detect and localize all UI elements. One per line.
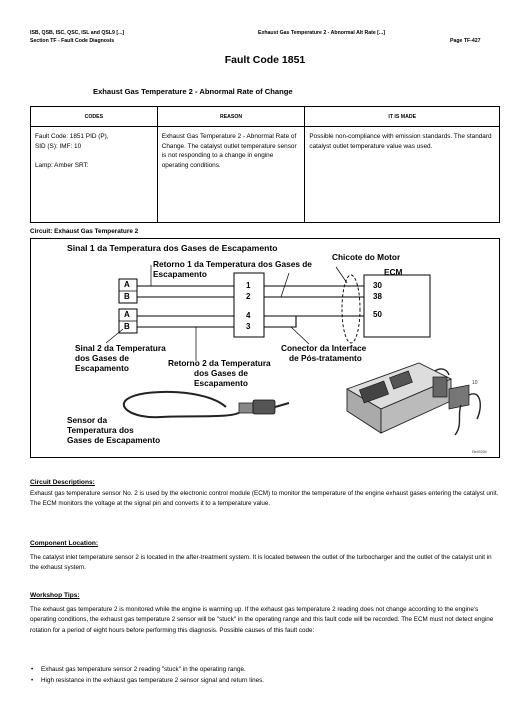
callout-number: 10 [472,380,478,386]
signal2-label-line3: Escapamento [75,363,129,373]
harness-shield-icon [342,275,360,343]
table-header-row [31,107,500,127]
ecm-label: ECM [384,267,403,277]
sensor-label-line1: Sensor da [67,415,108,425]
circuit-descriptions-text: Exhaust gas temperature sensor No. 2 is used by the electronic control module (ECM) to monitor the temperature of the engine exhaust gases entering the catalyst unit. The ECM monitors the voltage at the signal pin and converts it to a temperature value. [30,490,499,508]
return1-label-line1: Retorno 1 da Temperatura dos Gases de [153,259,312,269]
connector-pin-2: 2 [246,292,251,301]
signal1-label: Sinal 1 da Temperatura dos Gases de Escapamento [67,243,278,253]
column-header-codes: CODES [31,107,158,127]
header-topic: Exhaust Gas Temperature 2 - Abnormal Alt Rate [...] [258,30,385,36]
page-title: Fault Code 1851 [224,54,306,66]
interface-label-line1: Conector da Interface [281,343,367,353]
signal2-label-line1: Sinal 2 da Temperatura [75,343,166,353]
sensor-label-line2: Temperatura dos [67,425,134,435]
circuit-label: Circuit: Exhaust Gas Temperature 2 [30,228,139,235]
component-location-heading: Component Location: [30,540,99,547]
effect-cell: Possible non-compliance with emission standards. The standard catalyst outlet temperature value was used. [305,127,500,223]
interface-label-line2: de Pós-tratamento [289,353,362,363]
figure-id: f3e0020b [472,450,487,454]
codes-cell [31,127,158,223]
table-row [31,127,500,223]
return2-label-line2: dos Gases de [194,368,248,378]
sensor-label-line3: Gases de Escapamento [67,435,161,445]
aftertreatment-module-icon [347,363,480,435]
list-item: • High resistance in the exhaust gas temperature 2 sensor signal and return lines. [31,677,264,684]
page-subtitle: Exhaust Gas Temperature 2 - Abnormal Rate of Change [93,87,293,96]
return1-label-line2: Escapamento [153,269,207,279]
signal2-label-line2: dos Gases de [75,353,129,363]
sid-line: SID (S): IMF: 10 [35,142,82,150]
ecm-pin-50: 50 [373,310,382,319]
harness-label: Chicote do Motor [332,252,401,262]
lamp-line: Lamp: Amber SRT: [35,162,89,170]
workshop-tips-heading: Workshop Tips: [30,592,80,599]
list-item: • Exhaust gas temperature sensor 2 reading "stuck" in the operating range. [31,666,246,673]
circuit-descriptions-heading: Circuit Descriptions: [30,479,95,486]
fault-code-table [30,106,500,223]
connector-pin-4: 4 [246,311,251,320]
header-section: Section TF - Fault Code Diagnosis [30,38,115,44]
ecm-pin-38: 38 [373,292,382,301]
column-header-effect: IT IS MADE [305,107,500,127]
component-location-text: The catalyst inlet temperature sensor 2 is located in the after-treatment system. It is located between the outlet of the turbocharger and the outlet of the catalyst unit in the exhaust system. [30,554,492,572]
sensor-illustration-icon [124,392,289,417]
connector-pin-1: 1 [246,281,251,290]
circuit-diagram [30,238,500,458]
fault-code-line: Fault Code: 1851 PID (P), [35,133,109,140]
header-doc-title: ISB, QSB, ISC, QSC, ISL and QSL9 [...] [30,30,125,36]
workshop-tips-text: The exhaust gas temperature 2 is monitored while the engine is warming up. If the exhaust gas temperature 2 reading does not change according to the engine's operating conditions, the exhaust gas temperature 2 sensor will be "stuck" in the operating range and this fault code will be recorded. The ECM must not detect engine rotation for a period of eight hours before performing this diagnosis. Possible causes of this fault code: [30,606,494,634]
header-page-number: Page TF-427 [450,38,481,44]
sensor1-pin-b: B [124,292,130,301]
return2-label-line1: Retorno 2 da Temperatura [168,358,271,368]
possible-causes-list [30,664,502,686]
sensor2-pin-b: B [124,322,130,331]
column-header-reason: REASON [157,107,305,127]
sensor2-pin-a: A [124,310,130,319]
sensor1-pin-a: A [124,280,130,289]
return2-label-line3: Escapamento [194,378,248,388]
reason-cell: Exhaust Gas Temperature 2 - Abnormal Rate of Change. The catalyst outlet temperature sensor is not responding to a change in engine operating conditions. [157,127,305,223]
ecm-pin-30: 30 [373,281,382,290]
connector-pin-3: 3 [246,322,251,331]
